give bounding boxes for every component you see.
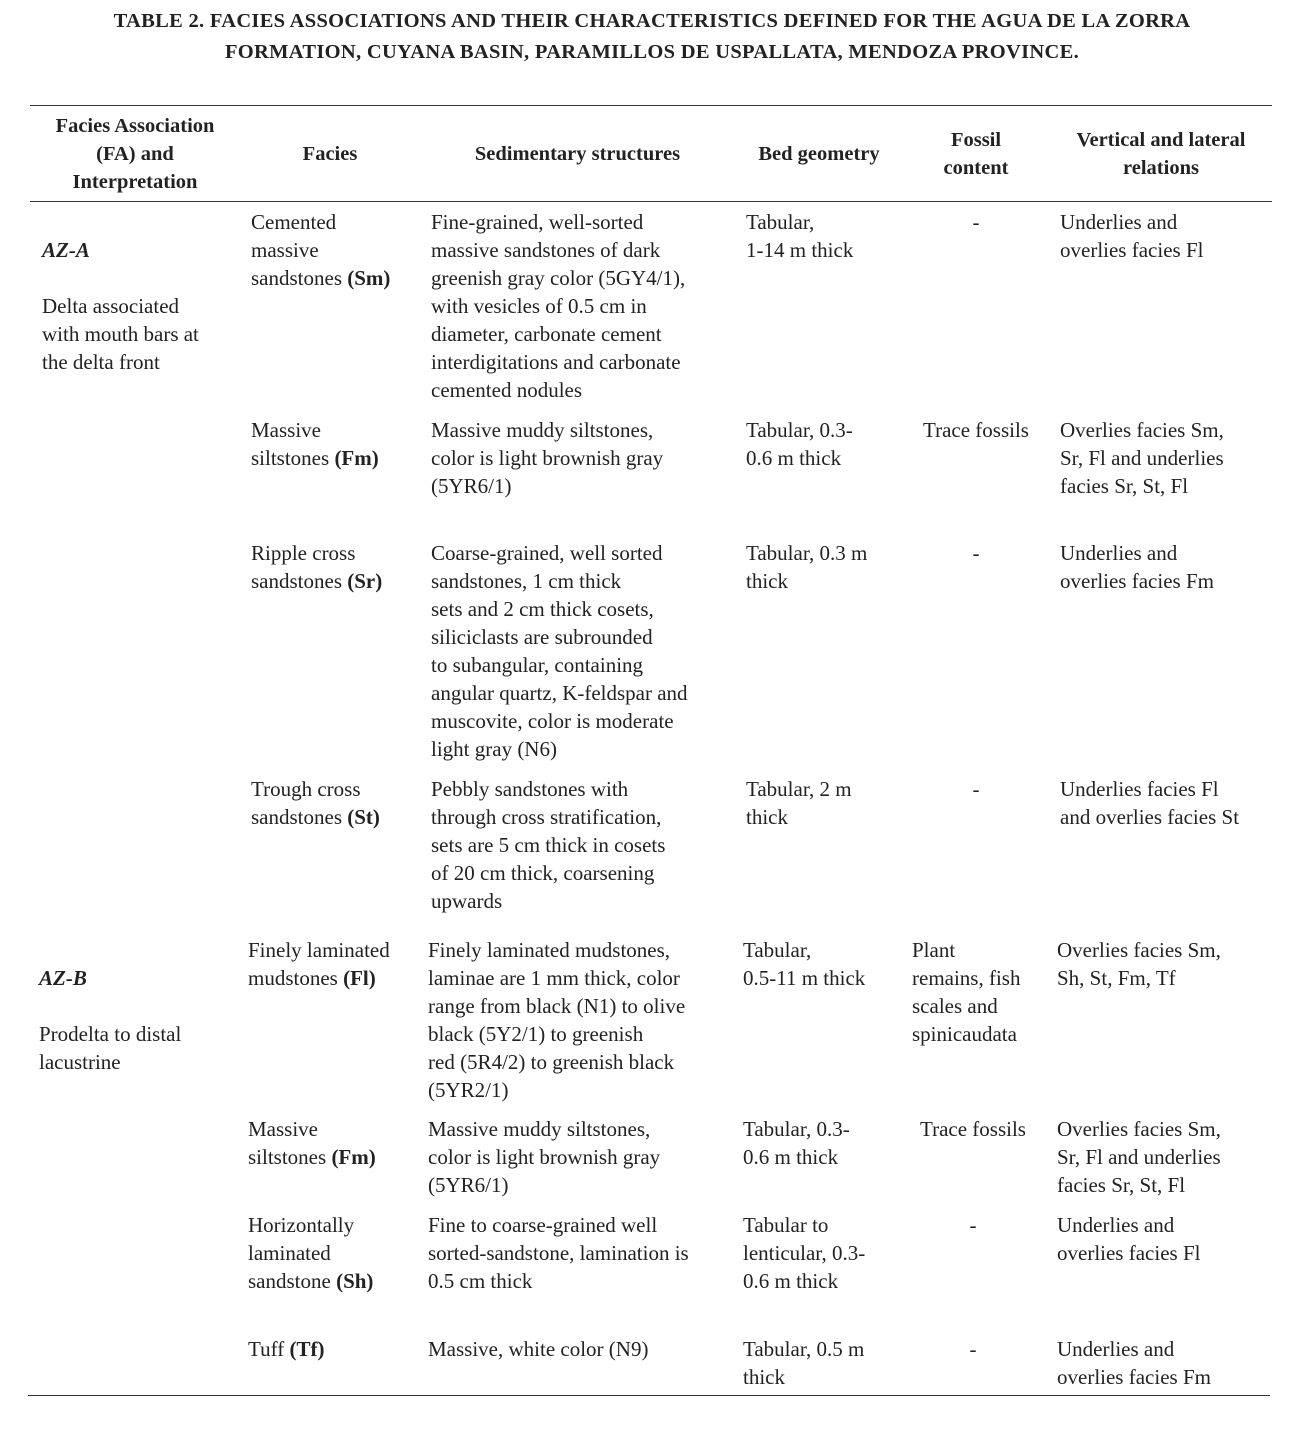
- facies-code: (Fm): [331, 1145, 376, 1169]
- relations-cell: Overlies facies Sm, Sr, Fl and underlies facies Sr, St, Fl: [1060, 418, 1224, 498]
- fa-cell: [42, 208, 242, 404]
- fossil-cell: Trace fossils: [920, 1117, 1026, 1141]
- geometry-cell: Tabular, 0.3- 0.6 m thick: [743, 1117, 850, 1169]
- facies-code: (Sh): [336, 1269, 374, 1293]
- geometry-cell: Tabular to lenticular, 0.3- 0.6 m thick: [743, 1213, 866, 1293]
- fossil-cell: -: [972, 210, 980, 234]
- table-title-line-2: FORMATION, CUYANA BASIN, PARAMILLOS DE USPALLATA, MENDOZA PROVINCE.: [224, 41, 1080, 63]
- structures-cell: Massive, white color (N9): [428, 1337, 649, 1361]
- facies-cell: [248, 1211, 423, 1295]
- fa-cell: [39, 936, 239, 1104]
- facies-cell: [251, 208, 421, 292]
- structures-cell: Coarse-grained, well sorted sandstones, 1 cm thick sets and 2 cm thick cosets, siliciclasts are subrounded to subangular, containing angular quartz, K-feldspar and muscovite, color is moderate light gray (N6): [431, 541, 688, 761]
- top-rule: [30, 105, 1272, 106]
- facies-code: (St): [347, 805, 380, 829]
- table-title: [0, 6, 1304, 68]
- relations-cell: Overlies facies Sm, Sh, St, Fm, Tf: [1057, 938, 1221, 990]
- facies-name: Cemented massive sandstones: [251, 210, 342, 290]
- fossil-cell: Trace fossils: [923, 418, 1029, 442]
- header-sedimentary-structures: Sedimentary structures: [474, 143, 681, 165]
- fossil-cell: -: [969, 1213, 977, 1237]
- header-rule: [30, 201, 1272, 202]
- header-facies-association: Facies Association (FA) and Interpretation: [55, 115, 215, 193]
- facies-cell: [248, 1115, 423, 1171]
- geometry-cell: Tabular, 0.5 m thick: [743, 1337, 865, 1389]
- facies-name: Trough cross sandstones: [251, 777, 361, 829]
- facies-code: (Sm): [347, 266, 391, 290]
- fa-code: AZ-A: [42, 238, 90, 262]
- structures-cell: Massive muddy siltstones, color is light brownish gray (5YR6/1): [428, 1117, 661, 1197]
- fa-interpretation: Delta associated with mouth bars at the delta front: [42, 294, 199, 374]
- structures-cell: Finely laminated mudstones, laminae are 1 mm thick, color range from black (N1) to olive black (5Y2/1) to greenish red (5R4/2) to greenish black (5YR2/1): [428, 938, 686, 1102]
- structures-cell: Pebbly sandstones with through cross stratification, sets are 5 cm thick in cosets of 20 cm thick, coarsening upwards: [431, 777, 666, 913]
- bottom-rule: [28, 1395, 1270, 1396]
- relations-cell: Underlies and overlies facies Fl: [1057, 1213, 1201, 1265]
- table-title-line-1: TABLE 2. FACIES ASSOCIATIONS AND THEIR CHARACTERISTICS DEFINED FOR THE AGUA DE LA ZORRA: [113, 10, 1191, 32]
- facies-code: (Fm): [334, 446, 379, 470]
- facies-name: Horizontally laminated sandstone: [248, 1213, 355, 1293]
- header-fossil-content: Fossil content: [943, 129, 1009, 179]
- structures-cell: Massive muddy siltstones, color is light brownish gray (5YR6/1): [431, 418, 664, 498]
- relations-cell: Overlies facies Sm, Sr, Fl and underlies facies Sr, St, Fl: [1057, 1117, 1221, 1197]
- fossil-cell: Plant remains, fish scales and spinicaudata: [912, 938, 1021, 1046]
- relations-cell: Underlies facies Fl and overlies facies St: [1060, 777, 1240, 829]
- facies-name: Massive siltstones: [248, 1117, 327, 1169]
- facies-cell: [251, 416, 421, 472]
- geometry-cell: Tabular, 0.5-11 m thick: [743, 938, 866, 990]
- facies-cell: [251, 539, 421, 595]
- structures-cell: Fine to coarse-grained well sorted-sandstone, lamination is 0.5 cm thick: [428, 1213, 689, 1293]
- fossil-cell: -: [969, 1337, 977, 1361]
- facies-cell: [251, 775, 421, 831]
- fossil-cell: -: [972, 541, 980, 565]
- facies-cell: [248, 936, 423, 992]
- header-bed-geometry: Bed geometry: [758, 143, 880, 165]
- facies-name: Ripple cross sandstones: [251, 541, 356, 593]
- facies-code: (Sr): [347, 569, 383, 593]
- facies-code: (Fl): [343, 966, 376, 990]
- header-vertical-lateral-relations: Vertical and lateral relations: [1076, 129, 1246, 179]
- header-facies: Facies: [302, 143, 358, 165]
- relations-cell: Underlies and overlies facies Fm: [1060, 541, 1214, 593]
- fa-interpretation: Prodelta to distal lacustrine: [39, 1022, 182, 1074]
- geometry-cell: Tabular, 0.3- 0.6 m thick: [746, 418, 853, 470]
- geometry-cell: Tabular, 1-14 m thick: [746, 210, 854, 262]
- structures-cell: Fine-grained, well-sorted massive sandstones of dark greenish gray color (5GY4/1), with vesicles of 0.5 cm in diameter, carbonate cement interdigitations and carbonate cemented nodules: [431, 210, 686, 402]
- relations-cell: Underlies and overlies facies Fm: [1057, 1337, 1211, 1389]
- fossil-cell: -: [972, 777, 980, 801]
- facies-cell: [248, 1335, 423, 1363]
- facies-name: Massive siltstones: [251, 418, 330, 470]
- geometry-cell: Tabular, 0.3 m thick: [746, 541, 868, 593]
- geometry-cell: Tabular, 2 m thick: [746, 777, 852, 829]
- facies-name: Tuff: [248, 1337, 285, 1361]
- fa-code: AZ-B: [39, 966, 87, 990]
- relations-cell: Underlies and overlies facies Fl: [1060, 210, 1204, 262]
- facies-code: (Tf): [289, 1337, 325, 1361]
- facies-name: Finely laminated mudstones: [248, 938, 390, 990]
